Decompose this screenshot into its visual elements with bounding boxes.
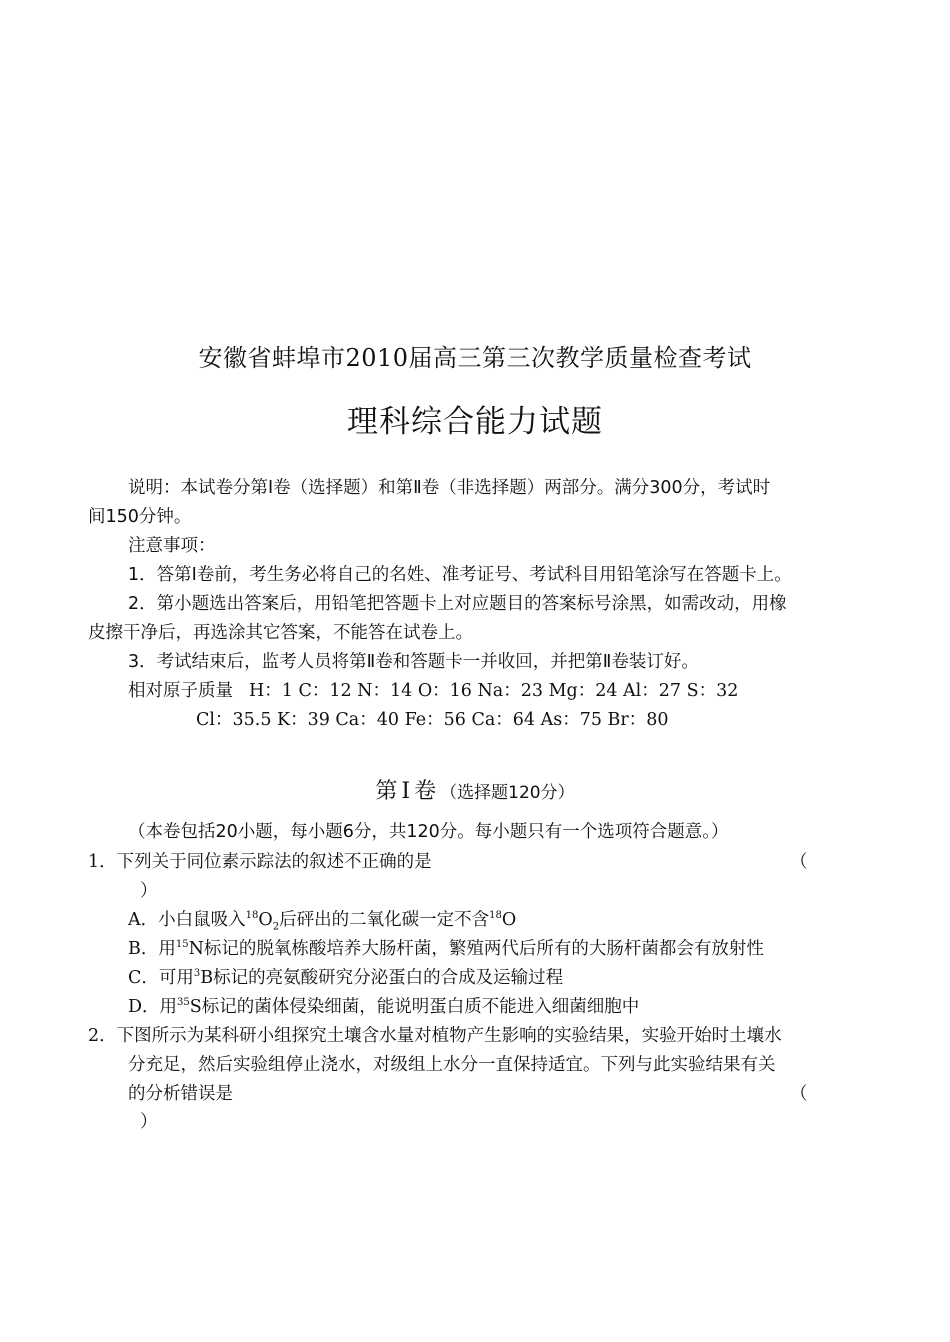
question-2-line-3: 的分析错误是 [128,1084,233,1104]
section-1-title: 第Ⅰ卷 [375,779,441,804]
description-line-1: 说明：本试卷分第Ⅰ卷（选择题）和第Ⅱ卷（非选择题）两部分。满分300分，考试时 [128,478,771,498]
question-1-answer-paren-open: （ [790,852,808,872]
notice-item-2-line-1: 2．第小题选出答案后，用铅笔把答题卡上对应题目的答案标号涂黑，如需改动，用橡 [128,594,787,614]
notice-title: 注意事项： [128,536,216,556]
atomic-mass-label: 相对原子质量 [128,681,233,701]
section-1-subtitle: （选择题120分） [440,783,575,803]
question-1-option-d: D．用$^{35}$S标记的菌体侵染细菌，能说明蛋白质不能进入细菌细胞中 [128,997,640,1017]
section-1-heading [0,774,950,805]
question-1-option-b: B．用$^{15}$N标记的脱氧栋酸培养大肠杆菌，繁殖两代后所有的大肠杆菌都会有放射性 [128,939,764,959]
exam-title: 安徽省蚌埠市2010届高三第三次教学质量检查考试 [198,344,752,372]
paper-title: 理科综合能力试题 [347,404,603,440]
section-1-note: （本卷包括20小题，每小题6分，共120分。每小题只有一个选项符合题意。） [128,822,729,842]
question-1-stem: 1．下列关于同位素示踪法的叙述不正确的是 [88,852,432,872]
question-1-option-a: A．小白鼠吸入$^{18}O_2$后砰出的二氧化碳一定不含$^{18}$O [128,910,517,933]
notice-item-2-line-2: 皮擦干净后，再选涂其它答案，不能答在试卷上。 [88,623,473,643]
question-2-answer-paren-close: ） [140,1112,158,1132]
question-1-option-c: C．可用$^3$B标记的亮氨酸研究分泌蛋白的合成及运输过程 [128,968,564,988]
description-line-2: 间150分钟。 [88,507,192,527]
question-1-answer-paren-close: ） [140,881,158,901]
atomic-mass-values-1: H：1 C：12 N：14 O：16 Na：23 Mg：24 Al：27 S：32 [249,681,739,701]
question-2-line-2: 分充足，然后实验组停止浇水，对级组上水分一直保持适宜。下列与此实验结果有关 [128,1055,776,1075]
atomic-mass-values-2: Cl：35.5 K：39 Ca：40 Fe：56 Ca：64 As：75 Br：80 [196,710,669,730]
notice-item-3: 3．考试结束后，监考人员将第Ⅱ卷和答题卡一并收回，并把第Ⅱ卷装订好。 [128,652,699,672]
atomic-mass-row-1 [128,677,738,706]
question-2-answer-paren-open: （ [790,1084,808,1104]
notice-item-1: 1．答第Ⅰ卷前，考生务必将自己的名姓、准考证号、考试科目用铅笔涂写在答题卡上。 [128,565,792,585]
question-2-line-1: 2．下图所示为某科研小组探究土壤含水量对植物产生影响的实验结果，实验开始时土壤水 [88,1026,782,1046]
